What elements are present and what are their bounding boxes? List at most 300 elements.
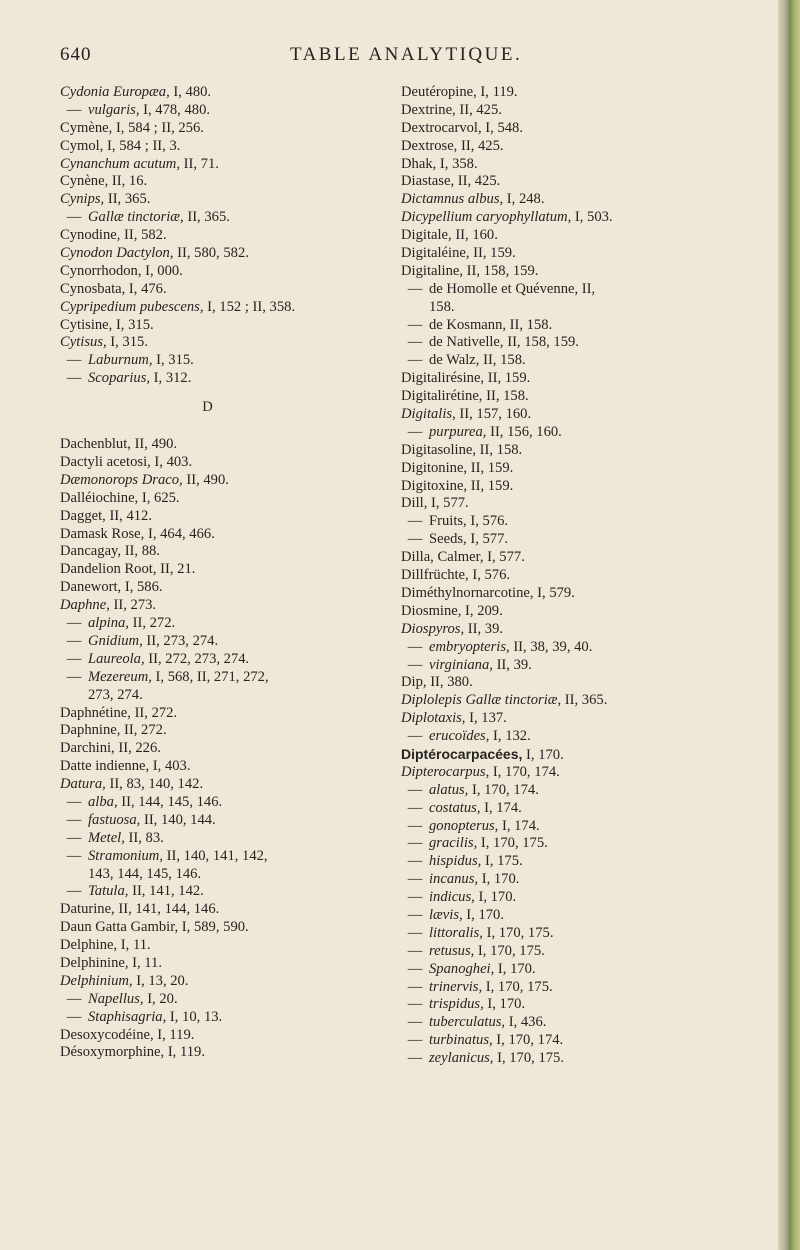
index-subentry <box>401 818 779 836</box>
repeat-dash: — <box>66 883 82 900</box>
index-entry <box>60 227 395 245</box>
page-references: I, 358. <box>436 155 478 172</box>
page-references: I, 132. <box>489 728 531 745</box>
page-references: II, 140, 144. <box>140 811 216 828</box>
right-index-column <box>401 84 779 1068</box>
index-term: Dalléiochine, <box>60 489 139 506</box>
index-entry <box>401 227 779 245</box>
page-references: I, 11. <box>117 937 151 954</box>
index-term: Dicypellium caryophyllatum, <box>401 209 572 226</box>
repeat-dash: — <box>407 942 423 959</box>
page-header <box>0 44 780 74</box>
index-term: Diplotaxis, <box>401 710 466 727</box>
repeat-dash: — <box>407 656 423 673</box>
index-entry <box>60 526 395 544</box>
index-term: de Homolle et Quévenne, <box>429 280 579 297</box>
page-references: I, 315. <box>112 316 154 333</box>
page-references: I, 586. <box>121 579 163 596</box>
index-entry <box>401 603 779 621</box>
index-term: Dictamnus albus, <box>401 191 504 208</box>
repeat-dash: — <box>407 889 423 906</box>
index-subentry <box>60 883 395 901</box>
index-entry <box>401 156 779 174</box>
index-entry <box>60 955 395 973</box>
page-references: I, 312. <box>150 370 192 387</box>
index-term: Digitoxine, <box>401 477 468 494</box>
index-entry <box>401 710 779 728</box>
page-references: I, 576. <box>468 567 511 584</box>
index-term: Cynodon Dactylon, <box>60 245 174 262</box>
page-references: I, 480. <box>169 84 212 100</box>
index-term: Daun Gatta Gambir, <box>60 919 179 936</box>
index-subentry <box>401 800 779 818</box>
index-entry <box>401 84 779 102</box>
index-entry <box>401 370 779 388</box>
index-entry <box>401 460 779 478</box>
index-term: Danewort, <box>60 579 122 596</box>
page-references: II, 380. <box>426 674 473 691</box>
page-references: I, 584 ; II, 3. <box>103 137 181 154</box>
index-subentry <box>60 615 395 633</box>
index-term: Damask Rose, <box>60 525 145 542</box>
index-term: Delphinium, <box>60 972 133 989</box>
repeat-dash: — <box>66 370 82 387</box>
page-references: I, 170. <box>494 960 536 977</box>
repeat-dash: — <box>407 781 423 798</box>
index-term: Dextrocarvol, <box>401 119 482 136</box>
page-references: II, 425. <box>457 137 504 154</box>
index-subentry <box>401 853 779 871</box>
repeat-dash: — <box>407 316 423 333</box>
index-term: Darchini, <box>60 740 115 757</box>
index-term: Cynène, <box>60 173 109 190</box>
page-references: I, 000. <box>141 262 183 279</box>
page-references: I, 503. <box>571 209 613 226</box>
index-entry <box>60 173 395 191</box>
index-entry <box>60 120 395 138</box>
repeat-dash: — <box>66 1008 82 1025</box>
index-term: de Walz, <box>429 352 480 369</box>
page-references: II, 71. <box>179 155 219 172</box>
index-entry <box>60 776 395 794</box>
index-subentry <box>60 991 395 1009</box>
index-term: costatus, <box>429 799 481 816</box>
index-term: Dhak, <box>401 155 437 172</box>
index-entry-continuation: 273, 274. <box>88 686 143 703</box>
page-references: I, 170, 175. <box>493 1050 564 1067</box>
page-references: II, 141, 144, 146. <box>114 901 220 918</box>
page-references: I, 170. <box>474 889 517 906</box>
index-term: Digitale, <box>401 227 452 244</box>
index-entry <box>401 173 779 191</box>
index-entry <box>60 454 395 472</box>
index-term: Cydonia Europæa, <box>60 84 170 100</box>
index-term: lævis, <box>429 906 463 923</box>
index-term: Dill, <box>401 495 428 512</box>
index-subentry <box>401 871 779 889</box>
index-entry <box>60 758 395 776</box>
repeat-dash: — <box>407 352 423 369</box>
page-references: II, 158, 159. <box>503 334 579 351</box>
index-term: Dilla, Calmer, <box>401 549 484 566</box>
index-entry <box>401 692 779 710</box>
index-term: Dandelion Root, <box>60 561 157 578</box>
index-term: Désoxymorphine, <box>60 1044 165 1061</box>
index-term: Gallæ tinctoriæ, <box>88 209 184 226</box>
page-references: II, 272. <box>128 615 176 632</box>
index-entry <box>60 263 395 281</box>
repeat-dash: — <box>66 793 82 810</box>
index-term: Daphne, <box>60 597 110 614</box>
index-entry <box>60 973 395 991</box>
index-entry <box>60 334 395 352</box>
index-entry <box>60 740 395 758</box>
index-term: Spanoghei, <box>429 960 495 977</box>
page-references: II, 412. <box>105 507 153 524</box>
index-entry <box>401 549 779 567</box>
index-entry <box>60 191 395 209</box>
repeat-dash: — <box>407 799 423 816</box>
index-term: de Kosmann, <box>429 316 507 333</box>
index-term: Cynosbata, <box>60 280 126 297</box>
index-term: Napellus, <box>88 990 144 1007</box>
index-term: littoralis, <box>429 924 483 941</box>
repeat-dash: — <box>66 632 82 649</box>
index-entry <box>401 388 779 406</box>
page-references: I, 119. <box>164 1044 205 1061</box>
index-term: Cynips, <box>60 191 105 208</box>
index-term: Daphnétine, <box>60 704 131 721</box>
page-references: I, 403. <box>149 758 191 775</box>
index-term: Digitonine, <box>401 459 468 476</box>
repeat-dash: — <box>407 1032 423 1049</box>
page-references: II, <box>578 280 596 297</box>
index-term: Digitasoline, <box>401 441 476 458</box>
index-term: Digitaléine, <box>401 245 470 262</box>
page-references: II, 158. <box>479 352 526 369</box>
index-subentry <box>60 651 395 669</box>
index-entry <box>401 406 779 424</box>
index-entry <box>60 138 395 156</box>
repeat-dash: — <box>66 352 82 369</box>
index-term: retusus, <box>429 942 475 959</box>
index-entry <box>401 764 779 782</box>
repeat-dash: — <box>407 334 423 351</box>
index-term: Gnidium, <box>88 632 143 649</box>
page-references: I, 476. <box>125 280 167 297</box>
index-subentry <box>401 996 779 1014</box>
page-references: II, 159. <box>484 370 531 387</box>
page-references: I, 10, 13. <box>166 1008 223 1025</box>
index-entry <box>401 567 779 585</box>
page-references: I, 170, 175. <box>477 835 548 852</box>
page-references: I, 170, 174. <box>489 763 560 780</box>
index-term: Desoxycodéine, <box>60 1026 154 1043</box>
index-entry <box>60 579 395 597</box>
index-entry <box>60 508 395 526</box>
repeat-dash: — <box>66 990 82 1007</box>
page-references: II, 140, 141, 142, <box>163 847 268 864</box>
index-term: Cynorrhodon, <box>60 262 142 279</box>
repeat-dash: — <box>66 209 82 226</box>
index-term: gonopterus, <box>429 817 499 834</box>
index-term: Diastase, <box>401 173 455 190</box>
index-term: purpurea, <box>429 423 487 440</box>
page-references: I, 137. <box>465 710 507 727</box>
page-references: I, 209. <box>461 602 503 619</box>
index-subentry <box>401 317 779 335</box>
index-term: Cymène, <box>60 119 113 136</box>
index-term: Daphnine, <box>60 722 121 739</box>
index-term: Dagget, <box>60 507 106 524</box>
page-references: II, 158, 159. <box>463 262 539 279</box>
index-subentry <box>401 639 779 657</box>
index-term: Cytisus, <box>60 334 107 351</box>
index-term: Seeds, <box>429 531 467 548</box>
page-references: I, 589, 590. <box>178 919 249 936</box>
index-term: Metel, <box>88 829 125 846</box>
page-references: II, 144, 145, 146. <box>117 793 223 810</box>
index-entry <box>401 621 779 639</box>
index-subentry <box>401 334 779 352</box>
index-entry <box>60 299 395 317</box>
index-entry <box>60 436 395 454</box>
page-references: II, 490. <box>130 436 178 453</box>
repeat-dash: — <box>407 906 423 923</box>
page-references: II, 490. <box>182 471 229 488</box>
index-entry-continuation: 143, 144, 145, 146. <box>88 865 202 882</box>
repeat-dash: — <box>407 817 423 834</box>
page-references: I, 170. <box>483 996 526 1013</box>
index-subentry <box>60 848 395 866</box>
page-references: II, 425. <box>455 101 502 118</box>
index-subentry <box>60 352 395 370</box>
index-entry <box>60 317 395 335</box>
index-entry <box>60 245 395 263</box>
page-references: II, 16. <box>108 173 148 190</box>
page-references: I, 170. <box>462 906 505 923</box>
page-references: I, 568, II, 271, 272, <box>151 668 269 685</box>
repeat-dash: — <box>407 853 423 870</box>
index-entry <box>60 597 395 615</box>
index-term: Deutéropine, <box>401 84 477 100</box>
book-spine-edge <box>778 0 800 1250</box>
page-references: I, 403. <box>150 454 193 471</box>
index-entry <box>60 937 395 955</box>
page-references: II, 83. <box>124 829 164 846</box>
index-term: Digitalirétine, <box>401 388 483 405</box>
index-entry <box>60 1027 395 1045</box>
index-term: Scoparius, <box>88 370 151 387</box>
page-references: II, 158. <box>506 316 553 333</box>
index-term: Diplolepis Gallæ tinctoriæ, <box>401 692 562 709</box>
index-subentry <box>401 925 779 943</box>
repeat-dash: — <box>66 829 82 846</box>
page-references: I, 11. <box>128 954 163 971</box>
page-references: I, 248. <box>503 191 545 208</box>
index-term: Cynanchum acutum, <box>60 155 180 172</box>
index-entry <box>60 543 395 561</box>
page-references: II, 582. <box>120 227 167 244</box>
index-subentry <box>401 889 779 907</box>
index-term: zeylanicus, <box>429 1050 494 1067</box>
repeat-dash: — <box>407 960 423 977</box>
index-term: Diosmine, <box>401 602 462 619</box>
index-subentry <box>401 943 779 961</box>
index-entry <box>60 901 395 919</box>
index-term: Dillfrüchte, <box>401 567 469 584</box>
index-entry <box>401 442 779 460</box>
page-references: I, 625. <box>138 489 180 506</box>
left-index-column <box>60 84 395 1062</box>
page-references: I, 20. <box>143 990 178 1007</box>
index-term: Dancagay, <box>60 543 122 560</box>
index-subentry <box>401 513 779 531</box>
index-entry <box>60 490 395 508</box>
page-references: II, 21. <box>156 561 196 578</box>
index-entry-continuation: 158. <box>429 298 455 315</box>
index-term: de Nativelle, <box>429 334 504 351</box>
repeat-dash: — <box>66 101 82 118</box>
page-references: I, 170, 175. <box>482 924 554 941</box>
index-term: Tatula, <box>88 883 129 900</box>
index-subentry <box>60 669 395 687</box>
page-references: II, 272, 273, 274. <box>144 650 250 667</box>
index-term: Diméthylnornarcotine, <box>401 584 534 601</box>
repeat-dash: — <box>66 615 82 632</box>
index-term: trinervis, <box>429 978 483 995</box>
page-references: I, 119. <box>476 84 518 100</box>
index-entry <box>401 478 779 496</box>
page-references: II, 272. <box>120 722 167 739</box>
index-subentry <box>401 782 779 800</box>
index-term: Mezereum, <box>88 668 152 685</box>
page-references: II, 39. <box>464 620 504 637</box>
index-term: turbinatus, <box>429 1032 493 1049</box>
repeat-dash: — <box>407 1014 423 1031</box>
page-references: II, 580, 582. <box>173 245 249 262</box>
index-term: Fruits, <box>429 513 467 530</box>
index-term: Diptérocarpacées, <box>401 745 523 762</box>
index-subentry <box>401 728 779 746</box>
page-references: I, 577. <box>466 531 509 548</box>
page-references: II, 38, 39, 40. <box>509 638 593 655</box>
page-references: II, 39. <box>492 656 532 673</box>
page-references: I, 584 ; II, 256. <box>112 119 204 136</box>
page-references: II, 141, 142. <box>128 883 204 900</box>
page-references: I, 548. <box>481 119 523 136</box>
page-references: I, 119. <box>153 1026 195 1043</box>
index-term: Dextrine, <box>401 101 456 118</box>
index-term: Cypripedium pubescens, <box>60 298 204 315</box>
index-entry <box>401 746 779 764</box>
index-term: trispidus, <box>429 996 484 1013</box>
page-references: II, 156, 160. <box>486 423 562 440</box>
index-entry <box>401 245 779 263</box>
page-references: II, 88. <box>121 543 160 560</box>
index-term: Delphine, <box>60 937 118 954</box>
index-subentry <box>60 102 395 120</box>
index-term: Dextrose, <box>401 137 458 154</box>
page-references: I, 579. <box>533 584 575 601</box>
page-references: II, 159. <box>467 477 514 494</box>
page-references: I, 436. <box>505 1014 547 1031</box>
page-references: II, 273, 274. <box>142 632 219 649</box>
page-references: II, 159. <box>467 459 514 476</box>
page-references: I, 170. <box>522 746 564 763</box>
page-references: II, 83, 140, 142. <box>105 776 204 793</box>
index-entry <box>401 138 779 156</box>
index-subentry <box>401 1050 779 1068</box>
index-entry <box>401 102 779 120</box>
index-term: Stramonium, <box>88 847 163 864</box>
index-term: Staphisagria, <box>88 1008 167 1025</box>
repeat-dash: — <box>407 1050 423 1067</box>
index-term: Dip, <box>401 674 427 691</box>
index-entry <box>60 156 395 174</box>
index-term: incanus, <box>429 871 479 888</box>
index-entry <box>401 191 779 209</box>
index-subentry <box>60 633 395 651</box>
page-references: II, 273. <box>109 597 157 614</box>
index-entry <box>401 263 779 281</box>
index-term: Datte indienne, <box>60 758 150 775</box>
repeat-dash: — <box>407 531 423 548</box>
index-subentry <box>401 657 779 675</box>
index-entry <box>401 585 779 603</box>
index-term: Dæmonorops Draco, <box>60 471 183 488</box>
index-subentry <box>60 370 395 388</box>
page-references: I, 175. <box>481 853 523 870</box>
index-term: Cynodine, <box>60 227 121 244</box>
page-references: I, 576. <box>466 513 509 530</box>
repeat-dash: — <box>407 280 423 297</box>
page-references: I, 170, 174. <box>468 781 539 798</box>
page-references: II, 157, 160. <box>455 406 532 423</box>
index-term: hispidus, <box>429 853 482 870</box>
page-references: II, 365. <box>104 191 151 208</box>
repeat-dash: — <box>407 924 423 941</box>
index-term: alatus, <box>429 781 469 798</box>
index-term: gracilis, <box>429 835 478 852</box>
index-entry <box>60 722 395 740</box>
index-entry <box>60 561 395 579</box>
index-term: erucoïdes, <box>429 728 490 745</box>
index-entry <box>401 495 779 513</box>
page-references: I, 464, 466. <box>144 525 215 542</box>
repeat-dash: — <box>407 638 423 655</box>
index-term: Diospyros, <box>401 620 465 637</box>
index-term: Datura, <box>60 776 106 793</box>
running-title: TABLE ANALYTIQUE. <box>290 44 523 65</box>
page-references: I, 174. <box>498 817 540 834</box>
index-term: Cymol, <box>60 137 104 154</box>
repeat-dash: — <box>66 668 82 685</box>
index-term: Digitalirésine, <box>401 370 485 387</box>
repeat-dash: — <box>66 847 82 864</box>
index-entry <box>60 1044 395 1062</box>
index-entry <box>60 919 395 937</box>
page-references: I, 170, 175. <box>482 978 553 995</box>
repeat-dash: — <box>407 423 423 440</box>
index-entry <box>60 84 395 102</box>
repeat-dash: — <box>407 728 423 745</box>
page-references: II, 365. <box>183 209 230 226</box>
page-references: I, 577. <box>483 549 525 566</box>
page-references: II, 160. <box>451 227 498 244</box>
index-term: vulgaris, <box>88 101 140 118</box>
index-subentry <box>401 1032 779 1050</box>
